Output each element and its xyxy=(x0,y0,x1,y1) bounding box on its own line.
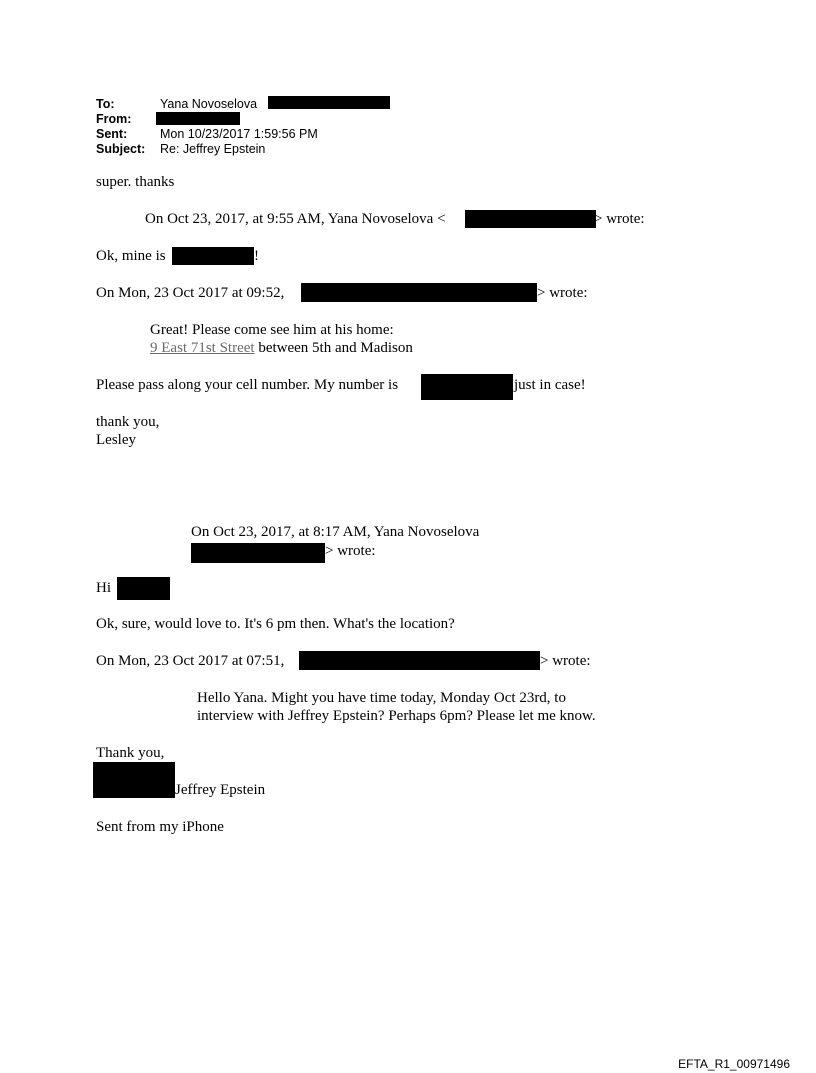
redaction-block xyxy=(299,651,540,670)
redaction-block xyxy=(191,543,325,563)
from-label: From: xyxy=(96,112,132,126)
thanks-line: thank you, xyxy=(96,414,160,430)
address-suffix: between 5th and Madison xyxy=(254,340,413,356)
redaction-block xyxy=(268,96,390,109)
address-link[interactable]: 9 East 71st Street xyxy=(150,340,255,356)
document-id: EFTA_R1_00971496 xyxy=(678,1057,790,1071)
subject-label: Subject: xyxy=(96,142,146,156)
quote-header-2: On Mon, 23 Oct 2017 at 09:52, xyxy=(96,285,285,301)
redaction-block xyxy=(172,247,254,265)
address-line xyxy=(150,340,413,357)
ok-line: Ok, sure, would love to. It's 6 pm then. What's the location? xyxy=(96,616,455,632)
sent-label: Sent: xyxy=(96,127,128,141)
hello-line-1: Hello Yana. Might you have time today, Monday Oct 23rd, to xyxy=(197,690,566,706)
quote-header-4-suffix: > wrote: xyxy=(540,653,591,669)
signature-line: Jeffrey Epstein xyxy=(175,782,266,798)
hello-line-2: interview with Jeffrey Epstein? Perhaps 6pm? Please let me know. xyxy=(197,708,596,724)
hi-line: Hi xyxy=(96,580,111,596)
redaction-block xyxy=(465,210,596,228)
to-label: To: xyxy=(96,97,115,111)
reply-line: super. thanks xyxy=(96,174,175,190)
redaction-block xyxy=(156,112,240,125)
subject-value: Re: Jeffrey Epstein xyxy=(160,142,266,156)
redaction-block xyxy=(93,762,175,798)
signature-name: Lesley xyxy=(96,432,136,448)
thank-you-line: Thank you, xyxy=(96,745,165,761)
quote-header-3-suffix: > wrote: xyxy=(325,543,376,559)
quote-header-1: On Oct 23, 2017, at 9:55 AM, Yana Novoselova < xyxy=(145,211,446,227)
pass-line: Please pass along your cell number. My number is xyxy=(96,377,399,393)
redaction-block xyxy=(117,577,170,600)
quote-header-2-suffix: > wrote: xyxy=(537,285,588,301)
pass-line-suffix: just in case! xyxy=(514,377,586,393)
quote-header-4: On Mon, 23 Oct 2017 at 07:51, xyxy=(96,653,285,669)
sent-from-line: Sent from my iPhone xyxy=(96,819,224,835)
redaction-block xyxy=(301,283,537,302)
sent-value: Mon 10/23/2017 1:59:56 PM xyxy=(160,127,318,141)
mine-line-suffix: ! xyxy=(254,248,259,264)
quote-header-3: On Oct 23, 2017, at 8:17 AM, Yana Novoselova xyxy=(191,524,480,540)
to-value: Yana Novoselova xyxy=(160,97,258,111)
quote-header-1-suffix: > wrote: xyxy=(594,211,645,227)
great-line: Great! Please come see him at his home: xyxy=(150,322,394,338)
redaction-block xyxy=(421,374,513,400)
mine-line: Ok, mine is xyxy=(96,248,166,264)
